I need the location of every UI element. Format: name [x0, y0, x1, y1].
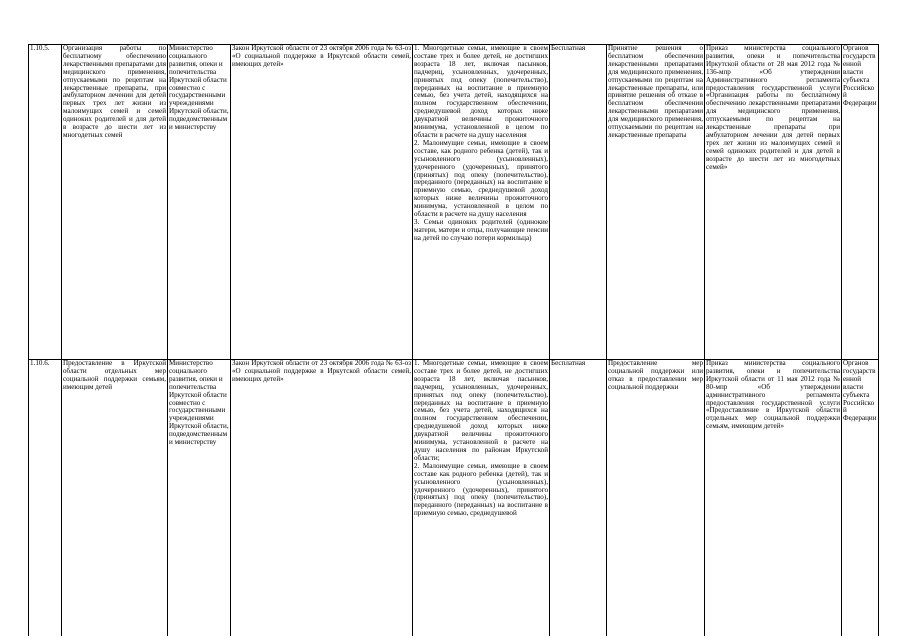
administrative-regulation: Приказ министерства социального развития, опеки и попечительства Иркутской области от 28 мая 2012 года № 136-мпр «Об утверждении Административного регламента предоставления государственной услуги «Организация работы по бесплатному обеспечению лекарственными препаратами для медицинского применения, отпускаемыми по рецептам на лекарственные препараты при амбулаторном лечении для детей первых трех лет жизни из малоимущих семей и семей одиноких родителей и для детей в возрасте до шести лет из многодетных семей» [705, 45, 842, 360]
service-cost: Бесплатная [550, 45, 607, 360]
table-row [29, 360, 879, 637]
authority-level: Органов государственной власти субъекта Российской Федерации [842, 45, 879, 360]
table-row [29, 45, 879, 360]
legal-basis: Закон Иркутской области от 23 октября 2006 года № 63-оз «О социальной поддержке в Иркутской области семей, имеющих детей» [231, 45, 413, 360]
recipients: 1. Многодетные семьи, имеющие в своем составе трех и более детей, не достигших возраста 18 лет, включая пасынков, падчериц, усыновленных, удочеренных, принятых под опеку (попечительство), переданных на воспитание в приемную семью, без учета детей, находящихся на полном государственном обеспечении, среднедушевой доход которых ниже двукратной величины прожиточного минимума, установленной в целом по области в расчете на душу населения 2. Малоимущие семьи, имеющие в своем составе, как родного ребенка (детей), так и усыновленного (усыновленных), удочеренного (удочеренных), принятого (принятых) под опеку (попечительство), переданного (переданных) на воспитание в приемную семью, среднедушевой доход которых ниже величины прожиточного минимума, установленной в целом по области в расчете на душу населения 3. Семьи одиноких родителей (одинокие матери, матери и отцы, получающие пенсии на детей по случаю потери кормильца) [413, 45, 550, 360]
service-result: Принятие решения о бесплатном обеспечении лекарственными препаратами для медицинского применения, отпускаемыми по рецептам на лекарственные препараты, или принятие решения об отказе в бесплатном обеспечении лекарственными препаратами для медицинского применения, отпускаемыми по рецептам на лекарственные препараты [607, 45, 705, 360]
service-name: Предоставление в Иркутской области отдельных мер социальной поддержки семьям, имеющим детей [62, 360, 168, 637]
services-registry-table [28, 44, 879, 636]
service-provider: Министерство социального развития, опеки и попечительства Иркутской области совместно с государственными учреждениями Иркутской области, подведомственными министерству [168, 360, 231, 637]
service-provider: Министерство социального развития, опеки и попечительства Иркутской области совместно с государственными учреждениями Иркутской области, подведомственными министерству [168, 45, 231, 360]
service-result: Предоставление мер социальной поддержки или отказ в предоставлении мер социальной поддержки [607, 360, 705, 637]
service-cost: Бесплатная [550, 360, 607, 637]
service-name: Организация работы по бесплатному обеспечению лекарственными препаратами для медицинского применения, отпускаемыми по рецептам на лекарственные препараты, при амбулаторном лечении для детей первых трех лет жизни из малоимущих семей и семей одиноких родителей и для детей в возрасте до шести лет из многодетных семей [62, 45, 168, 360]
document-page [28, 44, 878, 636]
row-number: 1.10.5. [29, 45, 62, 360]
authority-level: Органов государственной власти субъекта Российской Федерации [842, 360, 879, 637]
recipients: 1. Многодетные семьи, имеющие в своем составе трех и более детей, не достигших возраста 18 лет, включая пасынков, падчериц, усыновленных, удочеренных, принятых под опеку (попечительство), переданных на воспитание в приемную семью, без учета детей, находящихся на полном государственном обеспечении, среднедушевой доход которых ниже двукратной величины прожиточного минимума, установленной в расчете на душу населения по районам Иркутской области; 2. Малоимущие семьи, имеющие в своем составе как родного ребенка (детей), так и усыновленного (усыновленных), удочеренного (удочеренных), принятого (принятых) под опеку (попечительство), переданного (переданных) на воспитание в приемную семью, среднедушевой [413, 360, 550, 637]
administrative-regulation: Приказ министерства социального развития, опеки и попечительства Иркутской области от 11 мая 2012 года № 80-мпр «Об утверждении административного регламента предоставления государственной услуги «Предоставление в Иркутской области отдельных мер социальной поддержки семьям, имеющим детей» [705, 360, 842, 637]
legal-basis: Закон Иркутской области от 23 октября 2006 года № 63-оз «О социальной поддержке в Иркутской области семей, имеющих детей» [231, 360, 413, 637]
row-number: 1.10.6. [29, 360, 62, 637]
